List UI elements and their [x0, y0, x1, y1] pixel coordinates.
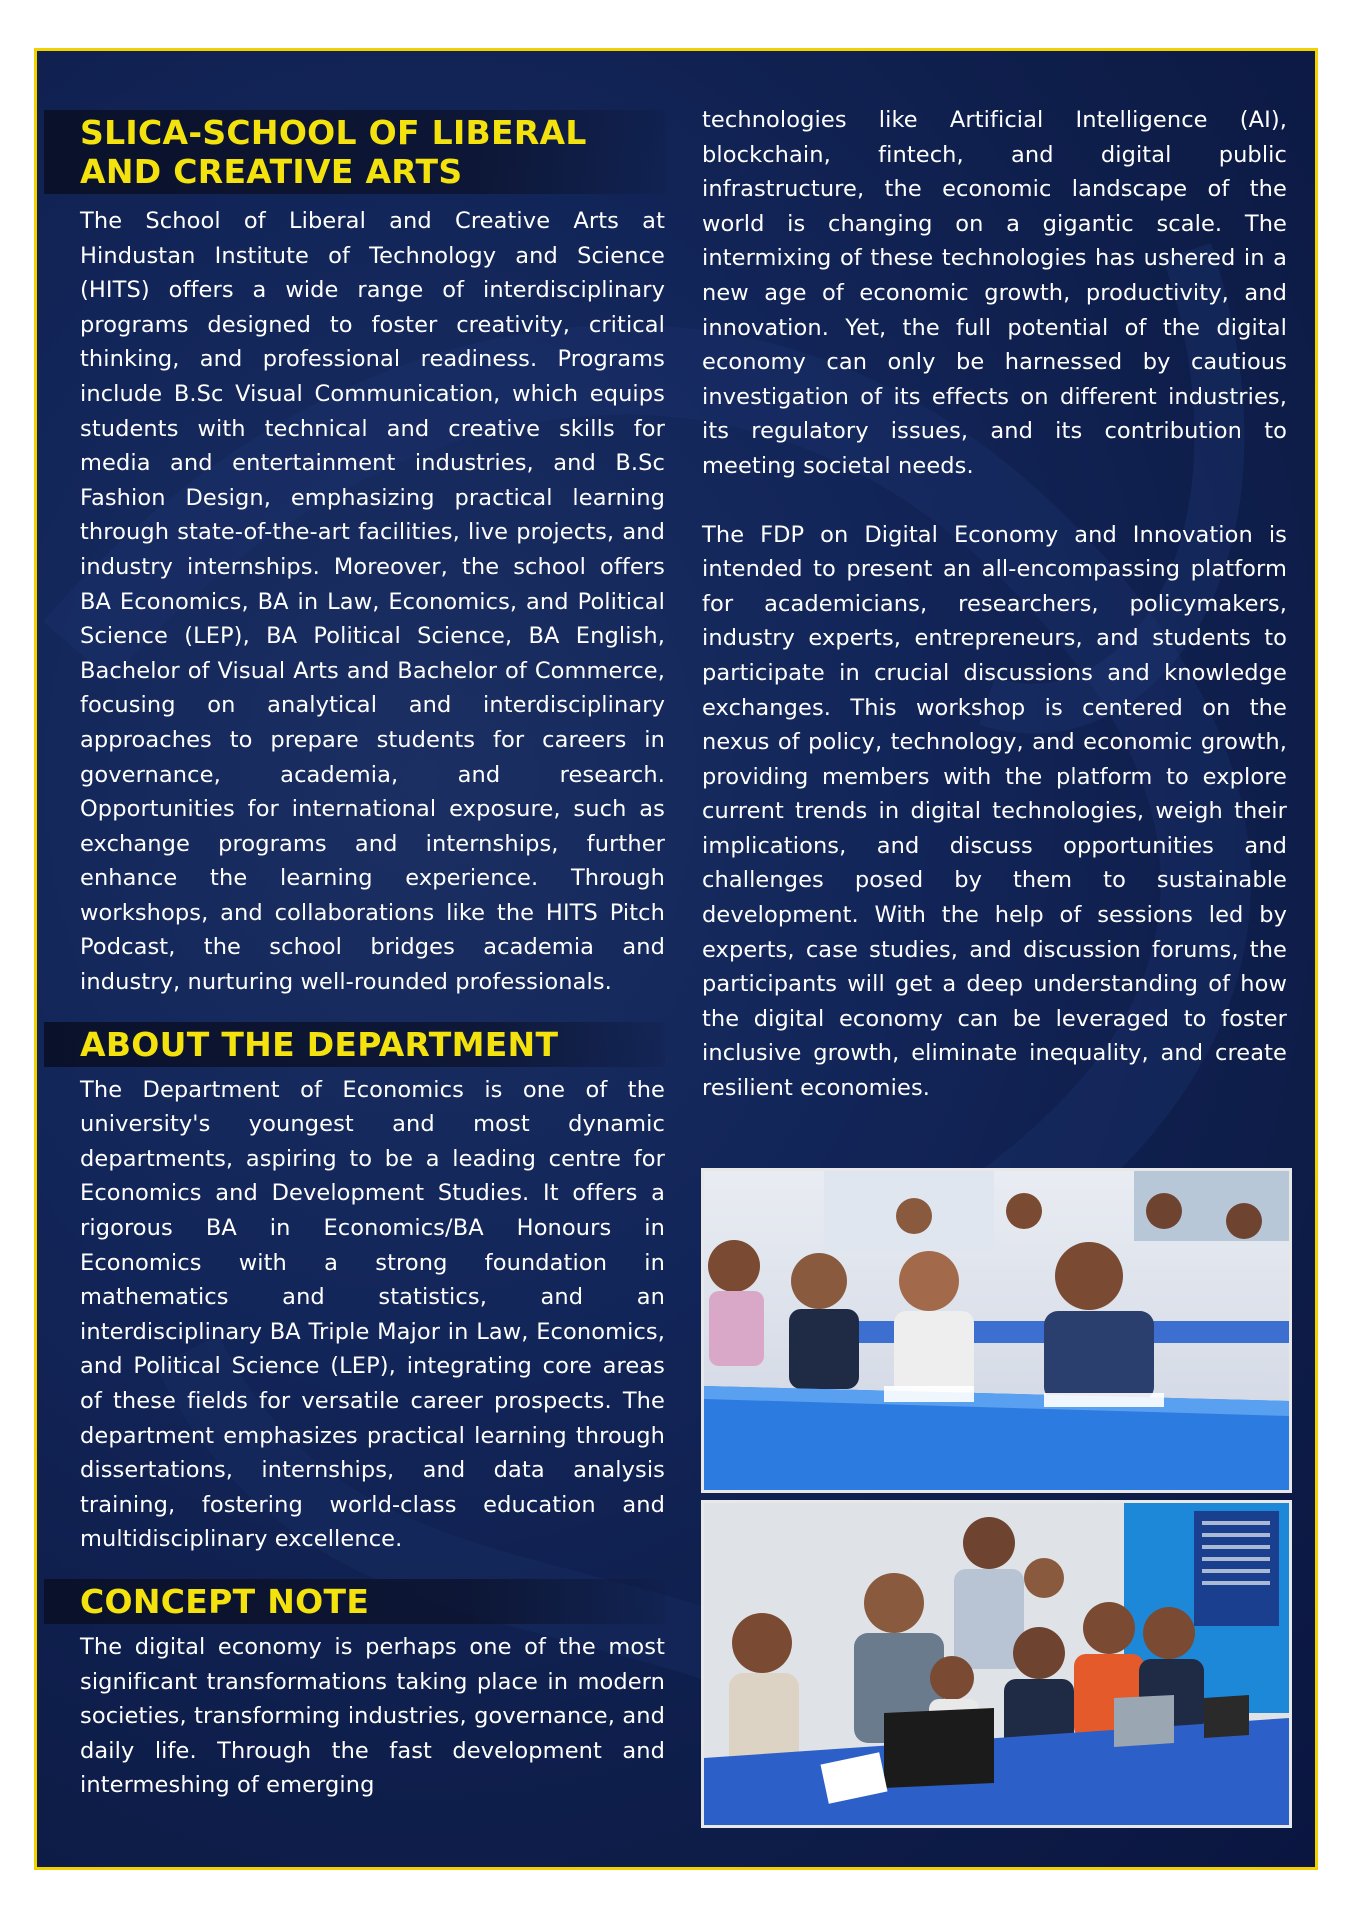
slica-body: The School of Liberal and Creative Arts at Hindustan Institute of Technology and Science (HITS) offers a wide range of interdisciplinary programs designed to foster creativity, critical thinking, and professional readiness. Programs include B.Sc Visual Communication, which equips students with technical and creative skills for media and entertainment industries, and B.Sc Fashion Design, emphasizing practical learning through state-of-the-art facilities, live projects, and industry internships. Moreover, the school offers BA Economics, BA in Law, Economics, and Political Science (LEP), BA Political Science, BA English, Bachelor of Visual Arts and Bachelor of Commerce, focusing on analytical and interdisciplinary approaches to prepare students for careers in governance, academia, and research. Opportunities for international exposure, such as exchange programs and internships, further enhance the learning experience. Through workshops, and collaborations like the HITS Pitch Podcast, the school bridges academia and industry, nurturing well-rounded professionals.: [80, 208, 665, 996]
department-heading-band: [44, 1022, 665, 1067]
concept-body-right-1: technologies like Artificial Intelligence (AI), blockchain, fintech, and digital public infrastructure, the economic landscape of the world is changing on a gigantic scale. The intermixing of these technologies has ushered in a new age of economic growth, productivity, and innovation. Yet, the full potential of the digital economy can only be harnessed by cautious investigation of its effects on different industries, its regulatory issues, and its contribution to meeting societal needs.: [702, 107, 1287, 479]
left-column: [80, 110, 665, 1803]
department-heading: ABOUT THE DEPARTMENT: [80, 1024, 559, 1064]
concept-body-left: The digital economy is perhaps one of the most significant transformations taking place in modern societies, transforming industries, governance, and daily life. Through the fast development and intermeshing of emerging: [80, 1633, 665, 1799]
concept-body-right-2: The FDP on Digital Economy and Innovation is intended to present an all-encompassing platform for academicians, researchers, policymakers, industry experts, entrepreneurs, and students to participate in crucial discussions and knowledge exchanges. This workshop is centered on the nexus of policy, technology, and economic growth, providing members with the platform to explore current trends in digital technologies, weigh their implications, and discuss opportunities and challenges posed by them to sustainable development. With the help of sessions led by experts, case studies, and discussion forums, the participants will get a deep understanding of how the digital economy can be leveraged to foster inclusive growth, eliminate inequality, and create resilient economies.: [702, 521, 1287, 1102]
group-laptops-photo: [701, 1500, 1292, 1828]
right-column: [702, 103, 1287, 1106]
concept-heading: CONCEPT NOTE: [80, 1581, 370, 1621]
concept-heading-band: [44, 1579, 665, 1624]
classroom-photo: [701, 1168, 1292, 1493]
slica-heading: SLICA-SCHOOL OF LIBERAL AND CREATIVE ARTS: [80, 113, 587, 191]
department-body: The Department of Economics is one of the university's youngest and most dynamic departments, aspiring to be a leading centre for Economics and Development Studies. It offers a rigorous BA in Economics/BA Honours in Economics with a strong foundation in mathematics and statistics, and an interdisciplinary BA Triple Major in Law, Economics, and Political Science (LEP), integrating core areas of these fields for versatile career prospects. The department emphasizes practical learning through dissertations, internships, and data analysis training, fostering world-class education and multidisciplinary excellence.: [80, 1076, 665, 1553]
slica-heading-band: [44, 110, 665, 194]
